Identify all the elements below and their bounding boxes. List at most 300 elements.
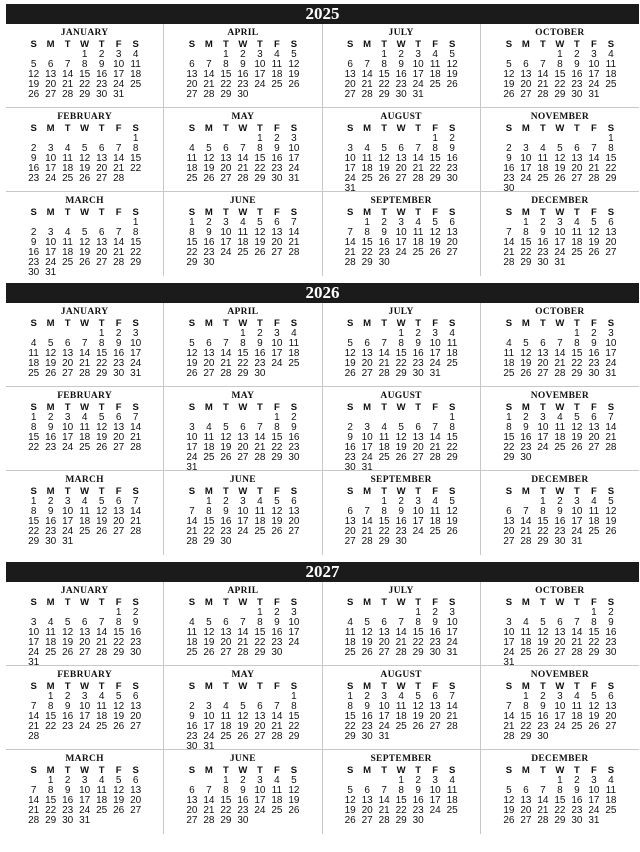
day-number: 17 <box>79 711 91 722</box>
day-number: 7 <box>98 617 105 628</box>
weekday-label: T <box>415 318 422 329</box>
day-number: 5 <box>47 338 54 349</box>
weekday-label: W <box>80 681 90 692</box>
weekday-label: S <box>346 486 354 497</box>
weekday-label: S <box>448 318 456 329</box>
weekday-label: F <box>432 765 439 776</box>
day-number: 19 <box>412 711 424 722</box>
day-number: 10 <box>537 422 549 433</box>
day-number: 11 <box>503 348 515 359</box>
day-number: 5 <box>206 143 212 154</box>
day-grid <box>166 403 319 473</box>
weekday-label: M <box>204 123 213 134</box>
weekday-label: S <box>505 39 513 50</box>
day-number: 12 <box>554 153 566 164</box>
day-number: 4 <box>540 143 546 154</box>
day-number: 29 <box>220 89 232 100</box>
day-number: 13 <box>130 785 142 796</box>
month-september <box>323 471 481 555</box>
day-number: 9 <box>240 785 246 796</box>
day-number: 12 <box>45 348 57 359</box>
day-number: 29 <box>429 173 441 184</box>
weekday-label: M <box>46 123 55 134</box>
month-name: NOVEMBER <box>530 391 590 401</box>
weekday-label: W <box>238 402 248 413</box>
weekday-label: M <box>46 765 55 776</box>
day-number: 30 <box>62 815 74 826</box>
day-number: 3 <box>257 775 263 786</box>
day-number: 8 <box>206 506 212 517</box>
day-number: 29 <box>113 647 125 658</box>
day-number: 14 <box>554 348 566 359</box>
day-number: 26 <box>288 805 300 816</box>
day-number: 5 <box>64 617 71 628</box>
weekday-label: W <box>80 486 90 497</box>
day-number: 18 <box>96 795 108 806</box>
day-number: 26 <box>554 173 566 184</box>
day-number: 30 <box>130 647 142 658</box>
day-number: 10 <box>588 59 600 70</box>
day-number: 4 <box>257 496 263 507</box>
day-number: 6 <box>98 143 105 154</box>
year-block-2027 <box>6 562 639 834</box>
day-number: 26 <box>378 173 390 184</box>
day-number: 15 <box>537 516 549 527</box>
day-number: 6 <box>240 422 246 433</box>
day-number: 24 <box>361 452 373 463</box>
day-number: 16 <box>237 795 249 806</box>
day-number: 27 <box>96 173 108 184</box>
day-number: 3 <box>591 775 597 786</box>
month-december <box>481 471 639 555</box>
day-number: 12 <box>220 432 232 443</box>
weekday-label: T <box>381 765 388 776</box>
day-number: 16 <box>588 348 600 359</box>
day-number: 28 <box>271 731 283 742</box>
day-number: 17 <box>520 163 532 174</box>
day-number: 2 <box>274 133 280 144</box>
day-number: 27 <box>186 89 198 100</box>
weekday-label: T <box>539 765 546 776</box>
day-number: 28 <box>288 247 300 258</box>
day-number: 21 <box>361 526 373 537</box>
day-number: 9 <box>415 785 421 796</box>
day-number: 13 <box>520 795 532 806</box>
day-number: 20 <box>79 637 91 648</box>
day-number: 26 <box>503 815 515 826</box>
day-number: 10 <box>79 785 91 796</box>
day-number: 3 <box>347 143 353 154</box>
month-february <box>6 666 164 750</box>
day-number: 20 <box>220 637 232 648</box>
day-number: 4 <box>574 691 580 702</box>
day-number: 21 <box>237 637 249 648</box>
day-number: 9 <box>608 617 614 628</box>
day-number: 18 <box>79 432 91 443</box>
day-number: 23 <box>588 358 600 369</box>
day-number: 29 <box>220 815 232 826</box>
day-number: 30 <box>588 368 600 379</box>
day-number: 31 <box>361 462 373 473</box>
day-grid <box>483 319 637 379</box>
weekday-label: F <box>432 39 439 50</box>
month-april <box>164 24 322 108</box>
day-number: 29 <box>254 647 266 658</box>
weekday-label: F <box>432 402 439 413</box>
day-number: 6 <box>591 412 597 423</box>
month-may <box>164 666 322 750</box>
day-number: 16 <box>186 721 198 732</box>
day-number: 23 <box>520 442 532 453</box>
day-number: 22 <box>130 247 142 258</box>
month-name: JANUARY <box>60 307 109 317</box>
day-number: 8 <box>523 701 529 712</box>
day-number: 3 <box>274 328 280 339</box>
weekday-label: F <box>432 681 439 692</box>
day-number: 22 <box>45 721 57 732</box>
weekday-label: T <box>381 123 388 134</box>
day-number: 29 <box>28 536 40 547</box>
day-number: 6 <box>223 143 229 154</box>
day-number: 7 <box>240 143 246 154</box>
day-number: 8 <box>291 701 297 712</box>
day-number: 27 <box>537 368 549 379</box>
day-number: 9 <box>291 422 297 433</box>
day-number: 30 <box>412 815 424 826</box>
day-number: 1 <box>257 133 263 144</box>
month-name: JUNE <box>229 475 256 485</box>
weekday-label: S <box>132 207 139 218</box>
day-number: 5 <box>364 617 370 628</box>
weekday-label: F <box>115 123 122 134</box>
day-number: 21 <box>130 432 142 443</box>
weekday-label: S <box>30 486 37 497</box>
month-name: NOVEMBER <box>530 670 590 680</box>
weekday-label: T <box>415 597 422 608</box>
day-number: 22 <box>220 79 232 90</box>
day-number: 16 <box>254 348 266 359</box>
day-number: 4 <box>398 691 404 702</box>
day-number: 30 <box>28 267 40 278</box>
month-may <box>164 108 322 192</box>
day-number: 30 <box>45 536 57 547</box>
day-number: 29 <box>254 173 266 184</box>
day-number: 6 <box>347 59 353 70</box>
day-number: 16 <box>554 516 566 527</box>
day-number: 23 <box>186 731 198 742</box>
day-number: 18 <box>503 358 515 369</box>
day-number: 30 <box>237 815 249 826</box>
month-march <box>6 192 164 276</box>
day-number: 15 <box>45 795 57 806</box>
day-number: 3 <box>115 49 122 60</box>
day-number: 5 <box>30 59 37 70</box>
day-number: 15 <box>378 516 390 527</box>
day-number: 9 <box>364 701 370 712</box>
day-number: 4 <box>574 217 580 228</box>
weekday-label: T <box>64 318 71 329</box>
weekday-label: T <box>222 597 229 608</box>
day-number: 13 <box>554 627 566 638</box>
weekday-label: S <box>346 681 354 692</box>
weekday-label: T <box>573 486 580 497</box>
day-number: 24 <box>271 358 283 369</box>
weekday-label: W <box>555 681 565 692</box>
day-number: 15 <box>220 795 232 806</box>
day-number: 27 <box>220 647 232 658</box>
day-number: 13 <box>429 701 441 712</box>
day-number: 11 <box>130 59 141 70</box>
day-number: 5 <box>81 143 88 154</box>
day-number: 23 <box>446 163 458 174</box>
weekday-label: S <box>505 123 513 134</box>
weekday-label: T <box>64 39 71 50</box>
day-number: 23 <box>254 358 266 369</box>
day-number: 10 <box>412 506 424 517</box>
month-march <box>6 750 164 834</box>
day-number: 23 <box>344 452 356 463</box>
day-number: 12 <box>446 506 458 517</box>
day-number: 15 <box>378 69 390 80</box>
weekday-label: S <box>607 402 615 413</box>
day-number: 28 <box>412 173 424 184</box>
day-number: 19 <box>288 795 300 806</box>
day-number: 1 <box>347 691 353 702</box>
day-number: 23 <box>237 79 249 90</box>
day-number: 2 <box>274 607 280 618</box>
day-number: 11 <box>220 711 232 722</box>
weekday-label: T <box>381 681 388 692</box>
day-number: 22 <box>429 163 441 174</box>
day-grid <box>483 598 637 668</box>
day-number: 15 <box>520 237 532 248</box>
weekday-label: M <box>363 486 372 497</box>
day-number: 28 <box>130 442 142 453</box>
weekday-label: T <box>415 39 422 50</box>
day-number: 29 <box>378 89 390 100</box>
day-number: 28 <box>571 647 583 658</box>
day-grid <box>483 487 637 547</box>
day-number: 8 <box>47 701 54 712</box>
day-number: 13 <box>237 432 249 443</box>
day-number: 23 <box>412 805 424 816</box>
day-number: 10 <box>288 617 300 628</box>
day-number: 9 <box>223 506 229 517</box>
day-number: 20 <box>588 432 600 443</box>
day-number: 16 <box>571 795 583 806</box>
weekday-label: F <box>590 765 597 776</box>
day-number: 8 <box>223 59 229 70</box>
day-number: 16 <box>520 432 532 443</box>
day-number: 6 <box>364 338 370 349</box>
day-number: 15 <box>45 711 57 722</box>
day-grid <box>8 766 161 826</box>
day-number: 25 <box>605 805 617 816</box>
day-number: 16 <box>271 153 283 164</box>
month-june <box>164 471 322 555</box>
day-number: 9 <box>64 701 71 712</box>
day-number: 3 <box>506 617 512 628</box>
month-name: APRIL <box>227 28 259 38</box>
day-number: 28 <box>344 257 356 268</box>
day-number: 18 <box>28 358 40 369</box>
weekday-label: S <box>448 402 456 413</box>
month-name: OCTOBER <box>535 28 585 38</box>
day-number: 19 <box>186 358 198 369</box>
day-number: 5 <box>432 217 438 228</box>
weekday-label: S <box>132 39 139 50</box>
day-number: 1 <box>223 775 229 786</box>
day-number: 3 <box>608 328 614 339</box>
weekday-label: M <box>204 207 213 218</box>
day-number: 17 <box>220 237 232 248</box>
day-number: 27 <box>130 805 142 816</box>
day-number: 25 <box>254 526 266 537</box>
day-number: 20 <box>203 358 215 369</box>
day-number: 31 <box>429 368 441 379</box>
day-number: 23 <box>554 526 566 537</box>
day-number: 5 <box>591 217 597 228</box>
day-number: 19 <box>237 721 249 732</box>
day-number: 23 <box>271 637 283 648</box>
day-number: 1 <box>381 49 387 60</box>
day-number: 5 <box>291 49 297 60</box>
day-number: 10 <box>45 153 57 164</box>
day-number: 7 <box>132 412 139 423</box>
day-number: 22 <box>412 637 424 648</box>
day-number: 25 <box>62 257 74 268</box>
day-number: 10 <box>220 227 232 238</box>
weekday-label: M <box>363 597 372 608</box>
weekday-label: S <box>346 318 354 329</box>
day-number: 25 <box>344 647 356 658</box>
weekday-label: M <box>521 597 530 608</box>
day-number: 6 <box>523 785 529 796</box>
day-number: 10 <box>378 701 390 712</box>
day-number: 8 <box>557 59 563 70</box>
day-number: 10 <box>520 153 532 164</box>
day-number: 18 <box>361 163 373 174</box>
day-number: 18 <box>412 237 424 248</box>
weekday-label: W <box>396 123 406 134</box>
day-number: 23 <box>605 637 617 648</box>
day-number: 10 <box>28 627 40 638</box>
day-number: 23 <box>203 247 215 258</box>
day-number: 30 <box>503 183 515 194</box>
day-grid <box>325 682 478 742</box>
day-number: 16 <box>28 163 40 174</box>
day-number: 5 <box>449 49 455 60</box>
day-number: 14 <box>503 237 515 248</box>
weekday-label: T <box>64 765 71 776</box>
day-number: 20 <box>96 163 108 174</box>
day-number: 13 <box>571 153 583 164</box>
day-number: 9 <box>98 59 105 70</box>
day-number: 27 <box>503 536 515 547</box>
day-number: 3 <box>64 496 71 507</box>
day-number: 7 <box>432 422 438 433</box>
day-number: 31 <box>588 815 600 826</box>
day-number: 19 <box>571 432 583 443</box>
day-number: 6 <box>64 338 71 349</box>
day-number: 14 <box>361 516 373 527</box>
day-number: 5 <box>347 338 353 349</box>
day-number: 5 <box>115 775 122 786</box>
day-number: 28 <box>446 721 458 732</box>
day-number: 26 <box>96 442 108 453</box>
day-number: 21 <box>203 79 215 90</box>
day-number: 21 <box>429 442 441 453</box>
day-number: 24 <box>412 526 424 537</box>
day-number: 10 <box>45 237 57 248</box>
day-number: 1 <box>364 217 370 228</box>
day-number: 16 <box>537 711 549 722</box>
day-number: 12 <box>344 795 356 806</box>
weekday-label: W <box>396 318 406 329</box>
day-number: 20 <box>412 442 424 453</box>
day-number: 18 <box>130 69 142 80</box>
day-number: 8 <box>449 422 455 433</box>
day-number: 29 <box>237 368 249 379</box>
day-number: 24 <box>220 247 232 258</box>
day-number: 11 <box>520 627 532 638</box>
weekday-label: T <box>573 207 580 218</box>
weekday-label: F <box>115 681 122 692</box>
day-number: 11 <box>378 432 390 443</box>
day-number: 8 <box>523 227 529 238</box>
day-number: 12 <box>378 153 390 164</box>
weekday-label: W <box>80 597 90 608</box>
weekday-label: S <box>607 123 615 134</box>
day-number: 21 <box>446 711 458 722</box>
day-number: 29 <box>588 647 600 658</box>
month-name: MAY <box>231 670 255 680</box>
month-name: FEBRUARY <box>57 112 113 122</box>
day-number: 5 <box>415 691 421 702</box>
day-number: 22 <box>520 247 532 258</box>
day-number: 23 <box>220 526 232 537</box>
day-number: 28 <box>237 173 249 184</box>
day-number: 8 <box>381 506 387 517</box>
month-june <box>164 750 322 834</box>
day-number: 21 <box>271 721 283 732</box>
weekday-label: S <box>290 486 298 497</box>
day-number: 27 <box>254 731 266 742</box>
day-number: 29 <box>605 173 617 184</box>
day-number: 9 <box>591 338 597 349</box>
weekday-label: M <box>46 318 55 329</box>
weekday-label: W <box>238 681 248 692</box>
day-number: 20 <box>130 711 142 722</box>
day-number: 6 <box>189 59 195 70</box>
weekday-label: T <box>573 597 580 608</box>
day-number: 8 <box>257 143 263 154</box>
day-number: 1 <box>608 133 614 144</box>
day-number: 28 <box>130 526 142 537</box>
weekday-label: F <box>590 402 597 413</box>
day-number: 19 <box>605 516 617 527</box>
day-number: 26 <box>588 247 600 258</box>
day-number: 29 <box>520 731 532 742</box>
day-grid <box>325 487 478 547</box>
day-number: 1 <box>523 691 529 702</box>
day-number: 16 <box>412 348 424 359</box>
day-number: 12 <box>412 701 424 712</box>
day-number: 11 <box>79 506 90 517</box>
day-number: 29 <box>446 452 458 463</box>
weekday-label: F <box>432 123 439 134</box>
day-number: 21 <box>378 805 390 816</box>
